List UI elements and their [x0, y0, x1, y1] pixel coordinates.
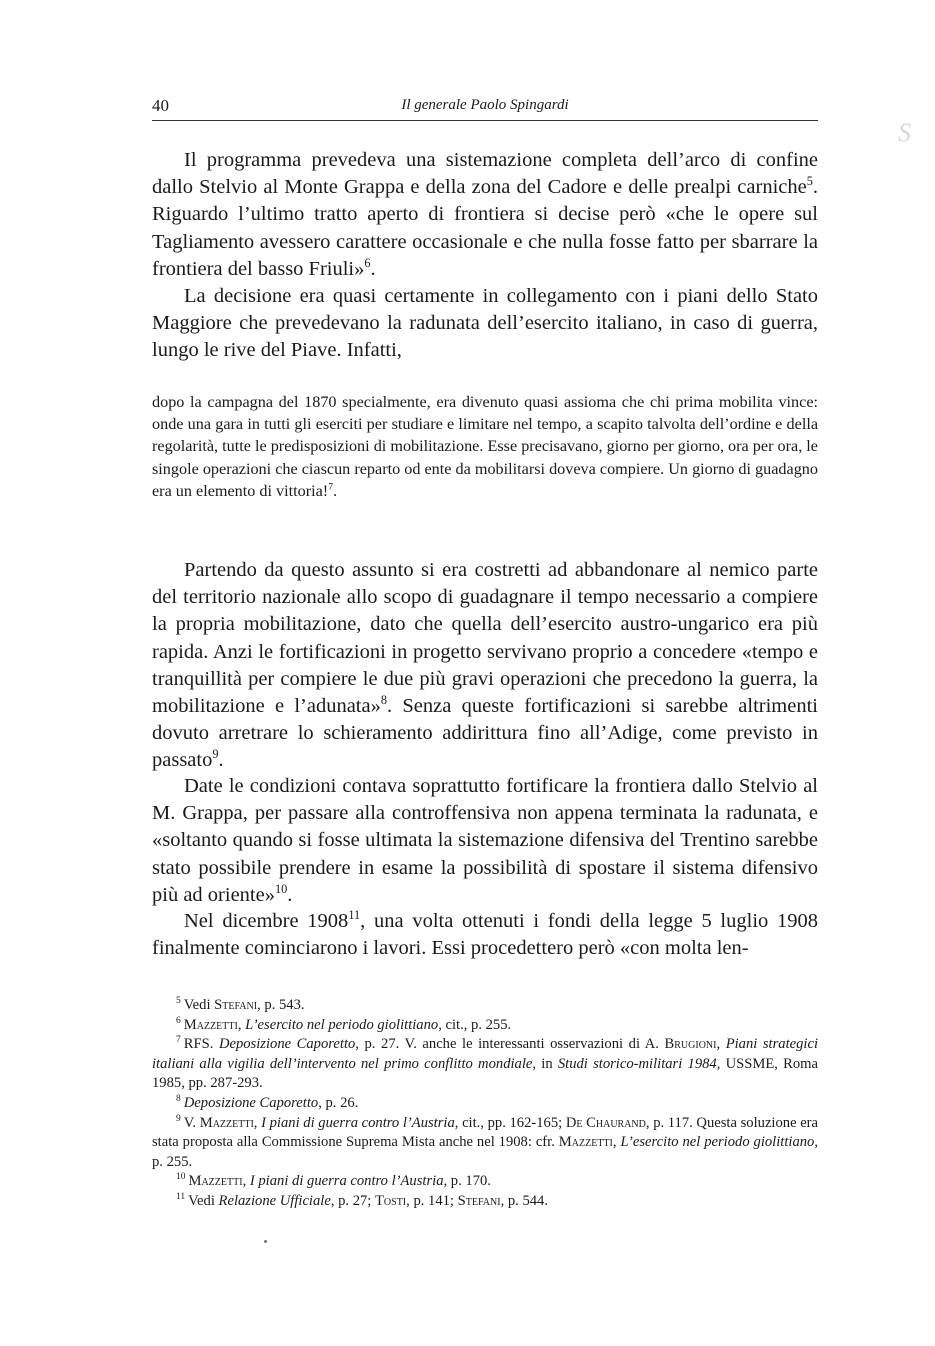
footnote-10: $^{10}$ Mazzetti, I piani di guerra contro l’Austria, p. 170. [176, 1172, 491, 1190]
footnote-ref-11[interactable]: 11 [348, 908, 361, 923]
paragraph-3: Partendo da questo assunto si era costretti ad abbandonare al nemico parte del territorio nazionale allo scopo di guadagnare il tempo necessario a compiere la propria mobilitazione, dato che quella dell’esercito austro-ungarico era più rapida. Anzi le fortificazioni in progetto servivano proprio a concedere «tempo e tranquillità per compiere le due più gravi operazioni che precedono la guerra, la mobilitazione e l’adunata»$^8$. Senza queste fortificazioni si sarebbe altrimenti dovuto arretrare lo schieramento addirittura fino all’Adige, come previsto in passato$^9$. [152, 559, 818, 772]
running-title: Il generale Paolo Spingardi [401, 97, 569, 113]
footnote-ref-8[interactable]: 8 [380, 693, 388, 708]
running-header [152, 96, 818, 121]
page-number: 40 [152, 96, 169, 115]
footnote-ref-9[interactable]: 9 [212, 747, 219, 762]
footnote-11: $^{11}$ Vedi Relazione Ufficiale, p. 27; Tosti, p. 141; Stefani, p. 544. [176, 1192, 548, 1209]
block-quote: dopo la campagna del 1870 specialmente, era divenuto quasi assioma che chi prima mobilita vince: onde una gara in tutti gli eserciti per studiare e limitare nel tempo, a scapito talvolta dell’ordine e della regolarità, tutte le predisposizioni di mobilitazione. Esse precisavano, giorno per giorno, ora per ora, le singole operazioni che ciascun reparto od ente da mobilitarsi doveva compiere. Un giorno di guadagno era un elemento di vittoria!$^7$. [152, 393, 818, 500]
paragraph-1: Il programma prevedeva una sistemazione completa dell’arco di confine dallo Stelvio al Monte Grappa e della zona del Cadore e delle prealpi carniche$^5$. Riguardo l’ultimo tratto aperto di frontiera si decise però «che le opere sul Tagliamento avessero carattere occasionale e che nulla fosse fatto per sbarrare la frontiera del basso Friuli»$^6$. [152, 149, 818, 280]
footnotes [152, 996, 818, 1212]
stray-dot-mark [264, 1240, 267, 1243]
footnote-ref-6[interactable]: 6 [364, 255, 371, 270]
paragraph-4: Date le condizioni contava soprattutto fortificare la frontiera dallo Stelvio al M. Grappa, per passare alla controffensiva non appena terminata la radunata, e «soltanto quando si fosse ultimata la sistemazione difensiva del Trentino sarebbe stato possibile prendere in esame la possibilità di spostare il sistema difensivo più ad oriente»$^{10}$. [152, 775, 818, 906]
footnote-9: $^9$ V. Mazzetti, I piani di guerra contro l’Austria, cit., pp. 162-165; De Chaurand, p. 117. Questa soluzione era stata proposta alla Commissione Suprema Mista anche nel 1908: cfr. Mazzetti, L’esercito nel periodo giolittiano, p. 255. [152, 1113, 819, 1170]
footnote-ref-7[interactable]: 7 [328, 481, 334, 493]
footnote-5: $^5$ Vedi Stefani, p. 543. [176, 996, 305, 1013]
paragraph-5: Nel dicembre 1908$^{11}$, una volta ottenuti i fondi della legge 5 luglio 1908 finalmente cominciarono i lavori. Essi procedettero però «con molta len- [152, 908, 818, 960]
footnote-6: $^6$ Mazzetti, L’esercito nel periodo giolittiano, cit., p. 255. [176, 1015, 512, 1033]
margin-pencil-mark: S [898, 118, 911, 147]
footnote-ref-10[interactable]: 10 [274, 881, 288, 896]
footnote-ref-5[interactable]: 5 [806, 174, 813, 189]
paragraph-2: La decisione era quasi certamente in collegamento con i piani dello Stato Maggiore che prevedevano la radunata dell’esercito italiano, in caso di guerra, lungo le rive del Piave. Infatti, [152, 285, 818, 362]
footnote-7: $^7$ RFS. Deposizione Caporetto, p. 27. V. anche le interessanti osservazioni di A. Brugioni, Piani strategici italiani alla vigilia dell’intervento nel primo conflitto mondiale, in Studi storico-militari 1984, USSME, Roma 1985, pp. 287-293. [152, 1035, 819, 1092]
footnote-8: $^8$ Deposizione Caporetto, p. 26. [176, 1094, 359, 1111]
